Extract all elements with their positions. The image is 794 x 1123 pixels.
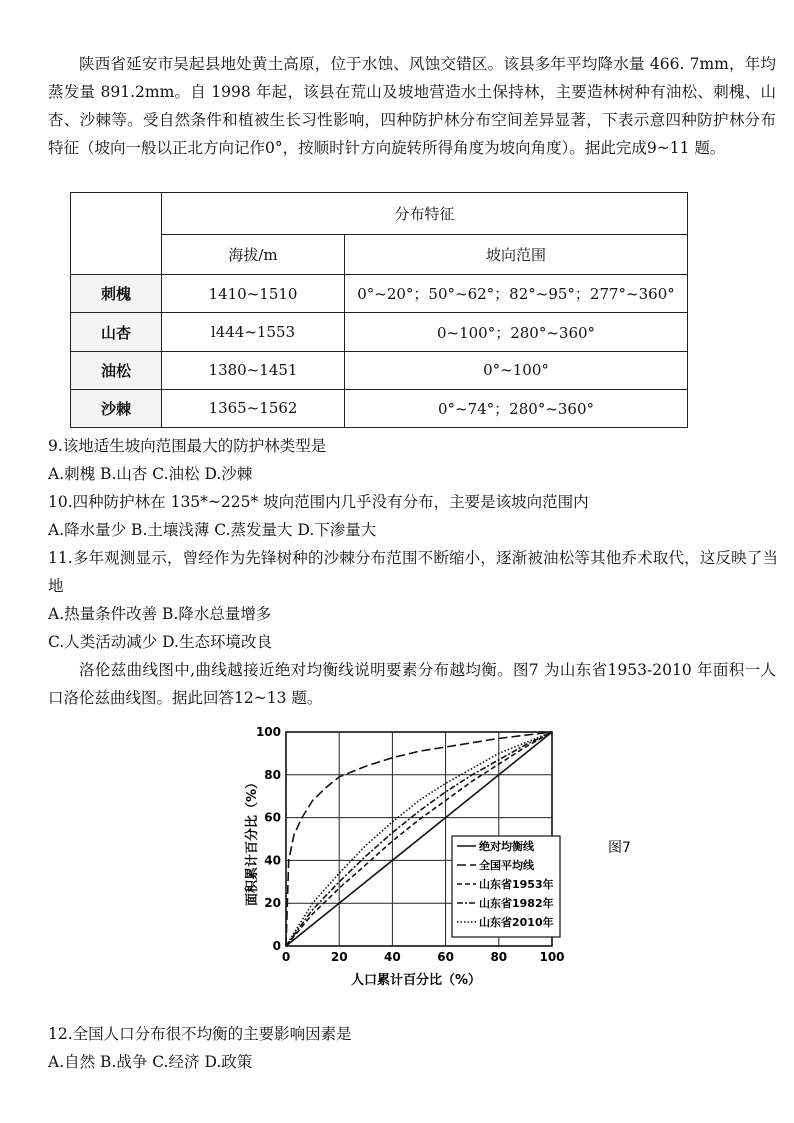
question-10-options: A.降水量少 B.土壤浅薄 C.蒸发量大 D.下渗量大 xyxy=(48,521,377,539)
chart-y-tick-label: 100 xyxy=(255,725,281,739)
chart-x-tick-label: 20 xyxy=(330,950,348,964)
lorenz-paragraph: 洛伦兹曲线图中,曲线越接近绝对均衡线说明要素分布越均衡。图7 为山东省1953-2010 年面积一人口洛伦兹曲线图。据此回答12~13 题。 xyxy=(48,661,776,707)
table-row xyxy=(71,275,688,313)
table-aspect: 0°~74°；280°~360° xyxy=(345,389,688,427)
question-9: 9.该地适生坡向范围最大的防护林类型是 xyxy=(48,437,327,455)
chart-y-tick-label: 20 xyxy=(264,896,281,911)
table-aspect: 0~100°；280°~360° xyxy=(345,313,688,351)
table-species: 刺槐 xyxy=(71,275,162,313)
table-aspect: 0°~100° xyxy=(345,351,688,389)
table-species: 油松 xyxy=(71,351,162,389)
table-altitude: 1380~1451 xyxy=(162,351,345,389)
table-species: 山杏 xyxy=(71,313,162,351)
table-altitude: 1365~1562 xyxy=(162,389,345,427)
distribution-table xyxy=(70,192,688,428)
table-species: 沙棘 xyxy=(71,389,162,427)
table-altitude: l444~1553 xyxy=(162,313,345,351)
table-row xyxy=(71,313,688,351)
chart-legend-label: 山东省2010年 xyxy=(479,916,554,929)
question-11: 11.多年观测显示，曾经作为先锋树种的沙棘分布范围不断缩小，逐渐被油松等其他乔术取代，这反映了当地 xyxy=(48,549,778,595)
chart-x-tick-label: 40 xyxy=(384,950,401,964)
table-corner xyxy=(71,193,162,275)
chart-y-axis-label: 面积累计百分比（%） xyxy=(245,775,260,907)
intro-paragraph: 陕西省延安市吴起县地处黄土高原，位于水蚀、风蚀交错区。该县多年平均降水量 466. 7mm，年均蒸发量 891.2mm。自 1998 年起，该县在荒山及坡地营造水土保持林，主要造林树种有油松、刺槐、山杏、沙棘等。受自然条件和植被生长习性影响，四种防护林分布空间差异显著，下表示意四种防护林分布特征（坡向一般以正北方向记作0°，按顺时针方向旋转所得角度为坡向角度）。据此完成9~11 题。 xyxy=(48,55,776,157)
chart-legend-label: 山东省1982年 xyxy=(479,897,554,910)
chart-legend-label: 绝对均衡线 xyxy=(479,840,534,853)
chart-x-tick-label: 60 xyxy=(437,950,454,964)
chart-legend-label: 山东省1953年 xyxy=(479,878,554,891)
chart-y-tick-label: 0 xyxy=(272,939,281,953)
table-col-aspect: 坡向范围 xyxy=(345,235,688,275)
table-row xyxy=(71,389,688,427)
chart-y-tick-label: 80 xyxy=(264,767,281,782)
chart-x-tick-label: 100 xyxy=(539,950,565,964)
chart-y-tick-label: 60 xyxy=(264,810,281,825)
question-12: 12.全国人口分布很不均衡的主要影响因素是 xyxy=(48,1025,352,1043)
chart-x-axis-label: 人口累计百分比（%） xyxy=(350,973,482,988)
question-11-options-2: C.人类活动减少 D.生态环境改良 xyxy=(48,633,272,651)
chart-x-tick-label: 0 xyxy=(281,950,291,964)
question-12-options: A.自然 B.战争 C.经济 D.政策 xyxy=(48,1053,253,1071)
chart-legend-label: 全国平均线 xyxy=(479,859,534,872)
question-11-options-1: A.热量条件改善 B.降水总量增多 xyxy=(48,605,272,623)
question-9-options: A.刺槐 B.山杏 C.油松 D.沙棘 xyxy=(48,465,253,483)
chart-x-tick-label: 80 xyxy=(490,950,508,964)
table-col-altitude: 海拔/m xyxy=(162,235,345,275)
table-row xyxy=(71,351,688,389)
table-aspect: 0°~20°；50°~62°；82°~95°；277°~360° xyxy=(345,275,688,313)
table-group-header: 分布特征 xyxy=(162,193,688,235)
chart-figure-label: 图7 xyxy=(608,840,631,856)
chart-y-tick-label: 40 xyxy=(264,853,281,868)
question-10: 10.四种防护林在 135*~225* 坡向范围内几乎没有分布，主要是该坡向范围内 xyxy=(48,493,589,511)
table-altitude: 1410~1510 xyxy=(162,275,345,313)
lorenz-curve-chart xyxy=(226,716,656,1006)
